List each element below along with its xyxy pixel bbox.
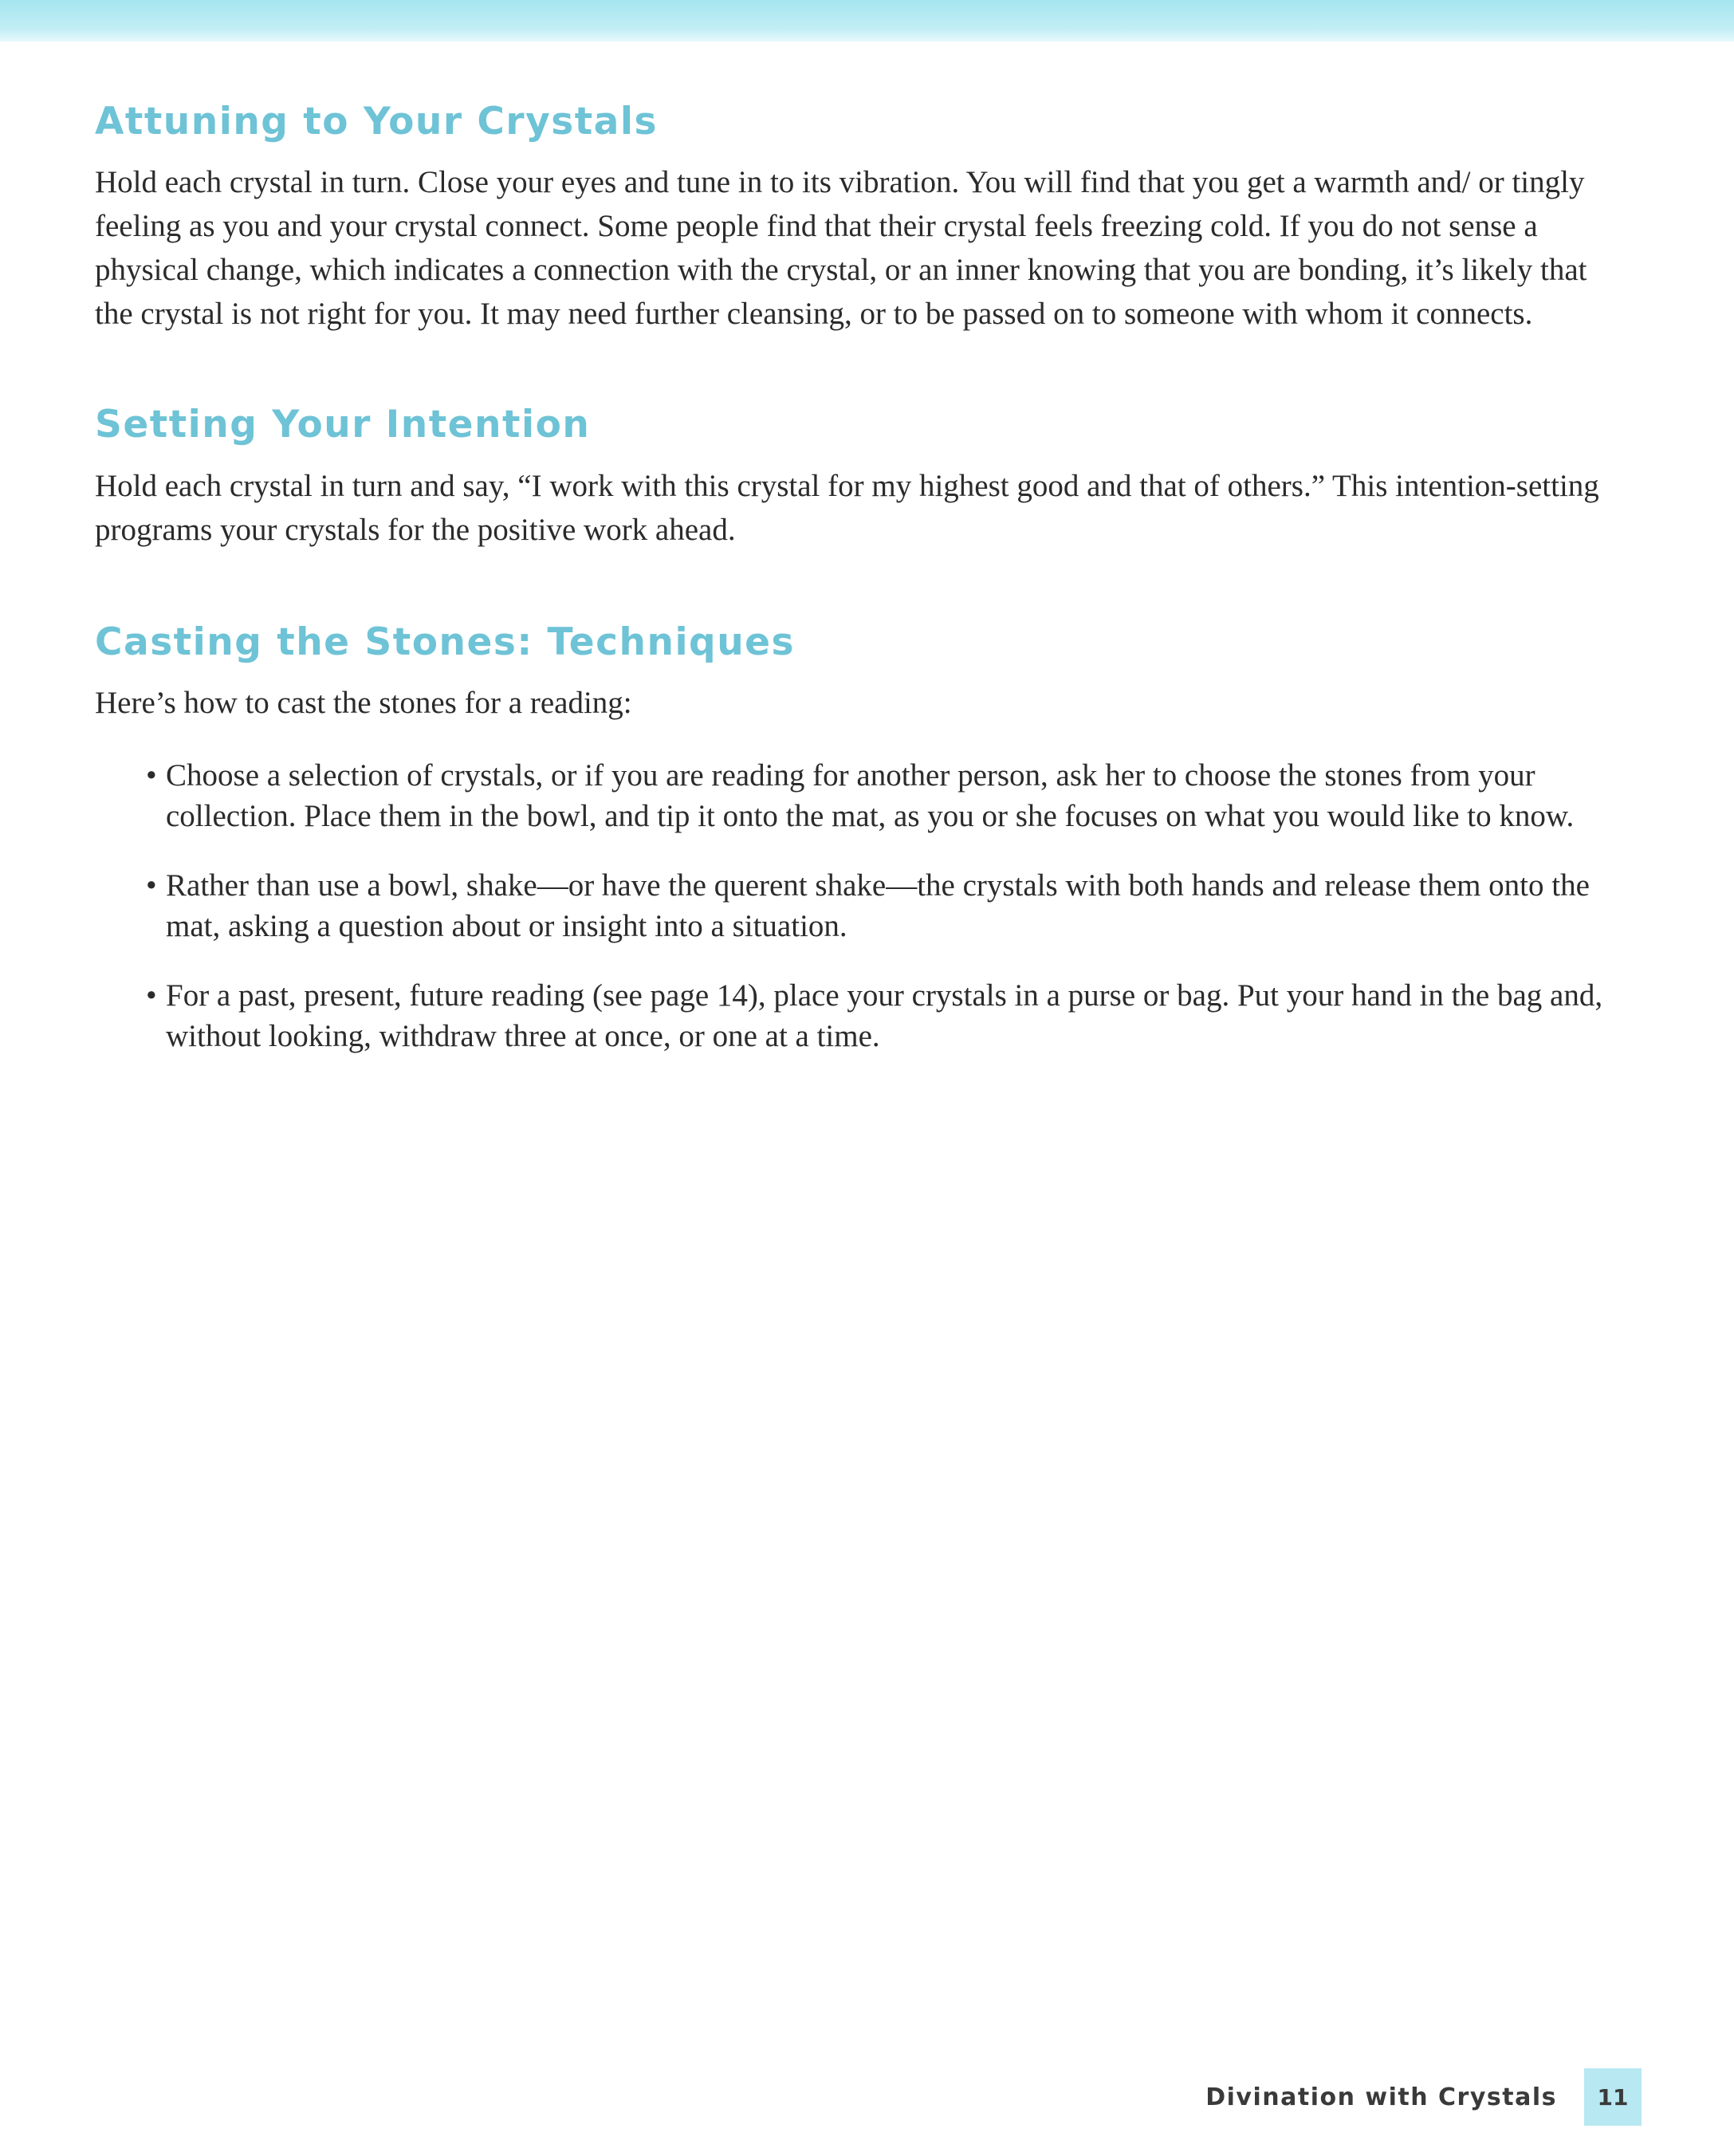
list-item-text: Rather than use a bowl, shake—or have the querent shake—the crystals with both hands and release them onto the mat, asking a question about or insight into a situation. xyxy=(166,868,1590,944)
section-heading: Setting Your Intention xyxy=(95,403,591,447)
top-color-band xyxy=(0,0,1734,41)
section-heading: Casting the Stones: Techniques xyxy=(95,620,796,664)
bullet-icon: • xyxy=(146,758,157,793)
bullet-icon: • xyxy=(146,978,157,1013)
section-attuning xyxy=(95,100,1610,336)
page-number: 11 xyxy=(1584,2068,1642,2126)
list-item xyxy=(146,755,1610,836)
list-item xyxy=(146,865,1610,946)
list-item-text: Choose a selection of crystals, or if you are reading for another person, ask her to choose the stones from your collection. Place them in the bowl, and tip it onto the mat, as you or she focuses on what you would like to know. xyxy=(166,758,1575,834)
list-item xyxy=(146,975,1610,1056)
section-casting xyxy=(95,620,1610,1056)
section-intro: Here’s how to cast the stones for a reading: xyxy=(95,686,632,721)
bullet-icon: • xyxy=(146,868,157,903)
running-footer-title: Divination with Crystals xyxy=(1205,2083,1557,2111)
section-paragraph: Hold each crystal in turn and say, “I work with this crystal for my highest good and that of others.” This intention-setting programs your crystals for the positive work ahead. xyxy=(95,468,1599,547)
technique-list xyxy=(95,755,1610,1056)
section-heading: Attuning to Your Crystals xyxy=(95,100,658,144)
section-paragraph: Hold each crystal in turn. Close your eyes and tune in to its vibration. You will find that you get a warmth and/ or tingly feeling as you and your crystal connect. Some people find that their crystal feels freezing cold. If you do not sense a physical change, which indicates a connection with the crystal, or an inner knowing that you are bonding, it’s likely that the crystal is not right for you. It may need further cleansing, or to be passed on to someone with whom it connects. xyxy=(95,165,1587,332)
page-footer xyxy=(1205,2068,1642,2126)
section-intention xyxy=(95,403,1610,551)
page-content xyxy=(95,100,1610,1085)
list-item-text: For a past, present, future reading (see page 14), place your crystals in a purse or bag. Put your hand in the bag and, without looking, withdraw three at once, or one at a time. xyxy=(166,978,1603,1054)
